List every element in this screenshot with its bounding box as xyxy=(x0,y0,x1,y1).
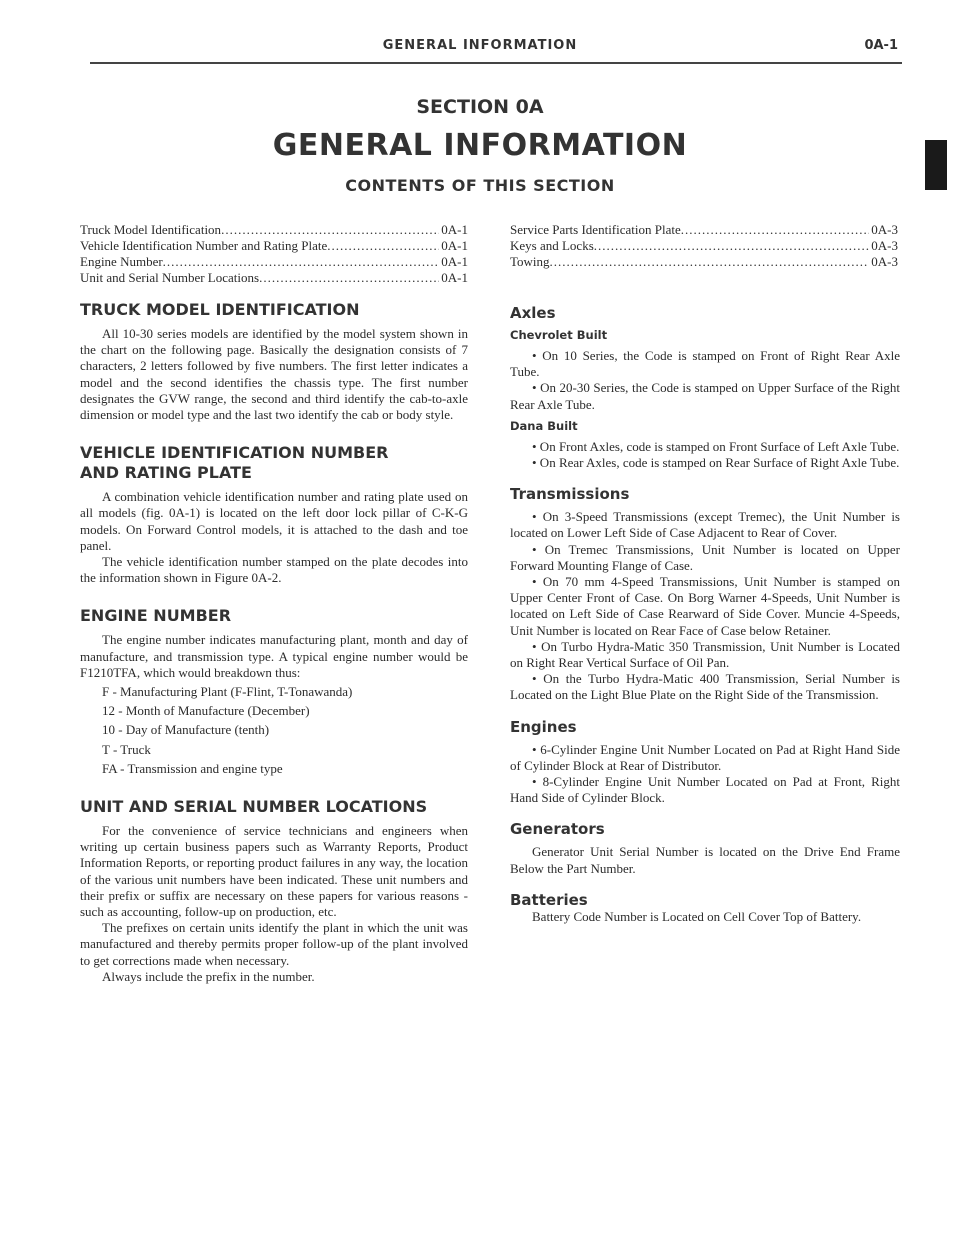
axle-item: • On Front Axles, code is stamped on Front Surface of Left Axle Tube. xyxy=(532,438,900,454)
toc-entry[interactable]: Keys and Locks ..... 0A-3 xyxy=(510,238,898,254)
toc-entry[interactable]: Engine Number ..... 0A-1 xyxy=(80,254,468,270)
heading-generators: Generators xyxy=(510,820,605,839)
transmission-item: • On Tremec Transmissions, Unit Number is located on Upper Forward Mounting Flange of Case. xyxy=(510,541,900,573)
axle-item: • On Rear Axles, code is stamped on Rear Surface of Right Axle Tube. xyxy=(532,455,900,471)
right-column xyxy=(510,304,900,925)
transmission-item: • On 3-Speed Transmissions (except Tremec), the Unit Number is located on Lower Left Side of Case Adjacent to Rear of Cover. xyxy=(510,509,900,541)
toc-left xyxy=(80,222,468,286)
toc-leader xyxy=(163,254,440,270)
toc-entry[interactable]: Towing ..... 0A-3 xyxy=(510,254,898,270)
toc-leader xyxy=(550,254,870,270)
unit-serial-paragraph-1: For the convenience of service technicians and engineers when writing up certain business papers such as Warranty Reports, Product Information Reports, or reporting product failures in any way, the location of the various unit numbers have been indicated. These unit numbers and their prefix or suffix are necessary on these papers for various reasons - such as accounting, follow-up on production, etc. xyxy=(80,823,468,920)
heading-transmissions: Transmissions xyxy=(510,485,630,504)
engine-item: • 6-Cylinder Engine Unit Number Located on Pad at Right Hand Side of Cylinder Block at Rear of Distributor. xyxy=(510,741,900,773)
heading-truck-model: TRUCK MODEL IDENTIFICATION xyxy=(80,300,360,319)
engine-code-line: F - Manufacturing Plant (F-Flint, T-Tonawanda) xyxy=(102,684,353,700)
batteries-paragraph: Battery Code Number is Located on Cell Cover Top of Battery. xyxy=(532,908,862,924)
unit-serial-paragraph-3: Always include the prefix in the number. xyxy=(102,968,315,984)
heading-axles: Axles xyxy=(510,304,556,322)
truck-model-paragraph: All 10-30 series models are identified by the model system shown in the chart on the following page. Basically the designation consists of 7 characters, 2 letters followed by five numbers. The first letter indicates a model and the second identifies the chassis type. The first number designates the GVW range, the second and third identify the cab-to-axle dimension or model type and the last two identify the cab or body style. xyxy=(80,326,468,423)
heading-chevrolet-built: Chevrolet Built xyxy=(510,328,608,342)
toc-entry[interactable]: Vehicle Identification Number and Rating Plate ..... 0A-1 xyxy=(80,238,468,254)
axle-item: • On 10 Series, the Code is stamped on Front of Right Rear Axle Tube. xyxy=(510,348,900,380)
toc-leader xyxy=(594,238,870,254)
engine-number-paragraph: The engine number indicates manufacturing plant, month and day of manufacture, and transmission type. A typical engine number would be F1210TFA, which would breakdown thus: xyxy=(80,632,468,680)
contents-title: CONTENTS OF THIS SECTION xyxy=(345,176,615,195)
transmission-item: • On Turbo Hydra-Matic 350 Transmission, Unit Number is Located on Right Rear Vertical Surface of Oil Pan. xyxy=(510,638,900,671)
heading-unit-serial: UNIT AND SERIAL NUMBER LOCATIONS xyxy=(80,797,428,817)
vin-paragraph-2: The vehicle identification number stamped on the plate decodes into the information shown in Figure 0A-2. xyxy=(80,554,468,586)
engine-code-line: T - Truck xyxy=(102,741,151,757)
toc-leader xyxy=(259,270,439,286)
engine-code-line: 12 - Month of Manufacture (December) xyxy=(102,703,310,719)
engine-code-line: 10 - Day of Manufacture (tenth) xyxy=(102,722,270,738)
unit-serial-paragraph-2: The prefixes on certain units identify the plant in which the unit was manufactured and thereby permits proper follow-up of the plant involved to get corrections made when necessary. xyxy=(80,920,468,968)
running-head xyxy=(0,38,960,62)
section-label: SECTION 0A xyxy=(416,96,544,118)
transmission-item: • On the Turbo Hydra-Matic 400 Transmission, Serial Number is Located on the Light Blue Plate on the Right Side of the Transmission. xyxy=(510,671,900,703)
heading-engines: Engines xyxy=(510,717,577,736)
engine-item: • 8-Cylinder Engine Unit Number Located on Pad at Front, Right Hand Side of Cylinder Block. xyxy=(510,774,900,806)
left-column xyxy=(80,300,468,985)
toc-leader xyxy=(681,222,870,238)
heading-vin-line2: AND RATING PLATE xyxy=(80,463,252,483)
heading-engine-number: ENGINE NUMBER xyxy=(80,606,232,626)
toc-entry[interactable]: Unit and Serial Number Locations ..... 0A-1 xyxy=(80,270,468,286)
section-title: GENERAL INFORMATION xyxy=(272,128,688,163)
toc-entry[interactable]: Service Parts Identification Plate ..... 0A-3 xyxy=(510,222,898,238)
running-title: GENERAL INFORMATION xyxy=(382,38,578,53)
generators-paragraph: Generator Unit Serial Number is located on the Drive End Frame Below the Part Number. xyxy=(510,844,900,876)
vin-paragraph-1: A combination vehicle identification number and rating plate used on all models (fig. 0A-1) is located on the left door lock pillar of C-K-G models. On Forward Control models, it is attached to the dash and toe panel. xyxy=(80,489,468,553)
toc-leader xyxy=(327,238,439,254)
axle-item: • On 20-30 Series, the Code is stamped on Upper Surface of the Right Rear Axle Tube. xyxy=(510,380,900,412)
toc-leader xyxy=(221,222,439,238)
heading-vin-line1: VEHICLE IDENTIFICATION NUMBER xyxy=(80,443,389,463)
heading-batteries: Batteries xyxy=(510,890,588,909)
header-rule xyxy=(90,62,902,64)
toc-entry[interactable]: Truck Model Identification ..... 0A-1 xyxy=(80,222,468,238)
toc-right xyxy=(510,222,898,270)
engine-code-line: FA - Transmission and engine type xyxy=(102,760,283,776)
page-number: 0A-1 xyxy=(864,38,898,53)
heading-dana-built: Dana Built xyxy=(510,418,578,433)
transmission-item: • On 70 mm 4-Speed Transmissions, Unit Number is stamped on Upper Center Front of Case. On Borg Warner 4-Speeds, Unit Number is located on Left Side of Case Rearward of Side Cover. Muncie 4-Speeds, Unit Number is located on Rear Face of Case below Retainer. xyxy=(510,574,900,638)
